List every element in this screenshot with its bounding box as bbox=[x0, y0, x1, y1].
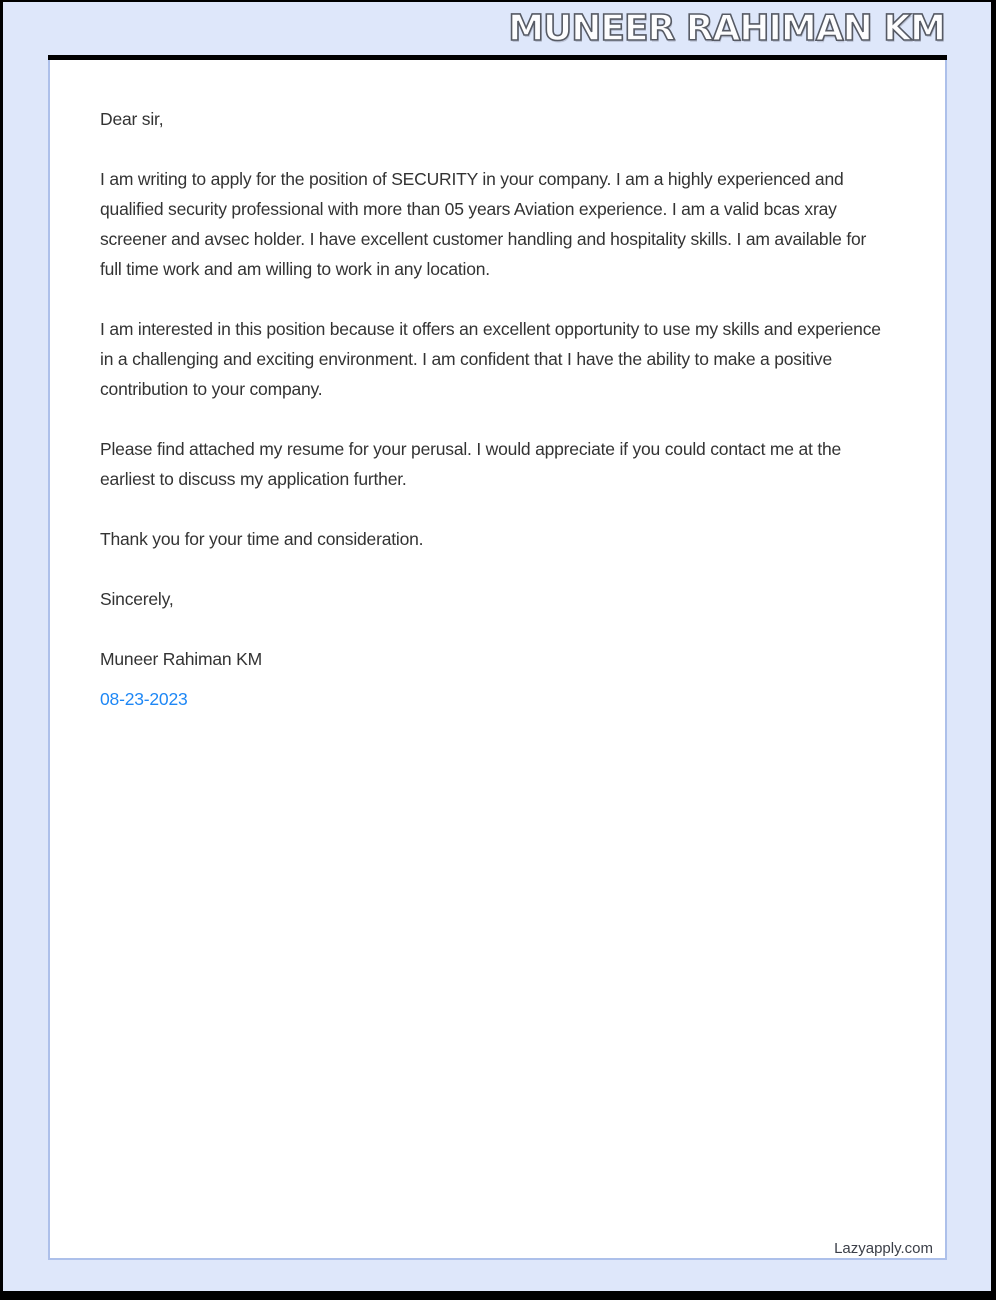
header-name: MUNEER RAHIMAN KM bbox=[508, 8, 945, 49]
letter-paragraph-3: Please find attached my resume for your perusal. I would appreciate if you could contact me at the earliest to discuss my application further. bbox=[100, 439, 842, 489]
page-background bbox=[3, 2, 991, 1291]
letter-body bbox=[50, 60, 945, 714]
salutation: Dear sir, bbox=[100, 109, 164, 129]
letter-paragraph-4: Thank you for your time and consideration. bbox=[100, 529, 424, 549]
letter-paragraph-1: I am writing to apply for the position of SECURITY in your company. I am a highly experienced and qualified security professional with more than 05 years Aviation experience. I am a valid bcas xray screener and avsec holder. I have excellent customer handling and hospitality skills. I am available for full time work and am willing to work in any location. bbox=[100, 169, 867, 279]
watermark-brand: Lazyapply.com bbox=[834, 1240, 933, 1257]
letter-document bbox=[48, 60, 947, 1260]
signature-name: Muneer Rahiman KM bbox=[100, 649, 262, 669]
closing: Sincerely, bbox=[100, 589, 174, 609]
letter-date[interactable]: 08-23-2023 bbox=[100, 689, 188, 709]
letter-paragraph-2: I am interested in this position because it offers an excellent opportunity to use my skills and experience in a challenging and exciting environment. I am confident that I have the ability to make a positive contribution to your company. bbox=[100, 319, 881, 399]
